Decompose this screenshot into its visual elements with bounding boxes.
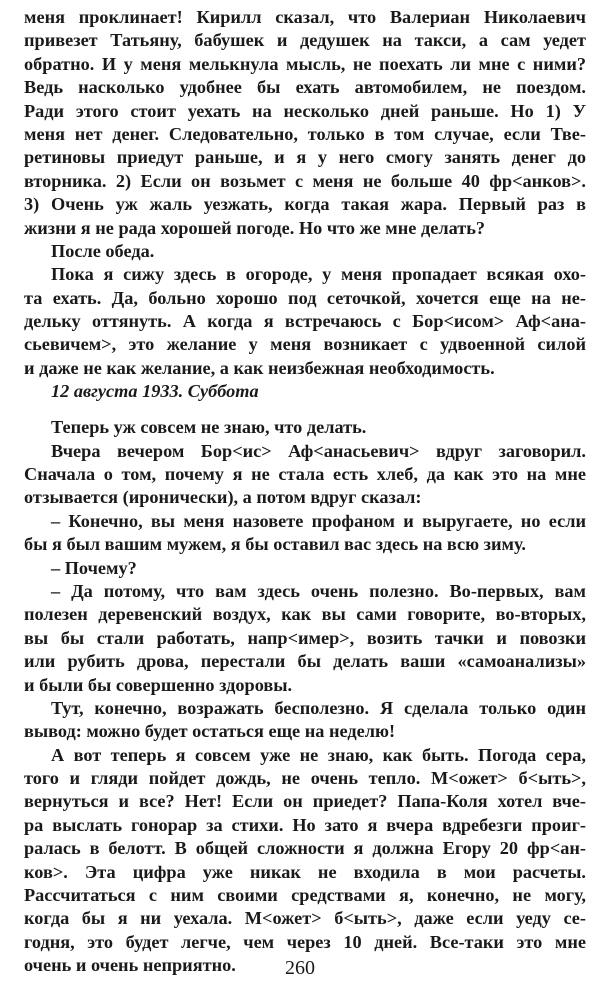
paragraph	[24, 416, 586, 439]
text-line: полезен деревенский воздух, как вы сами говорите, во-вторых,	[24, 604, 586, 625]
text-line: Теперь уж совсем не знаю, что делать.	[51, 417, 367, 438]
text-line: вернуться и все? Нет! Если он приедет? Папа-Коля хотел вче-	[24, 791, 586, 812]
text-line: Ради этого стоит уехать на несколько дней раньше. Но 1) У	[24, 100, 586, 121]
paragraph	[24, 510, 586, 557]
paragraph	[24, 240, 586, 263]
page-text	[24, 6, 586, 978]
text-line: сьевичем>, это желание у меня возникает с удвоенной силой	[24, 334, 586, 355]
text-line: – Да потому, что вам здесь очень полезно. Во-первых, вам	[51, 580, 586, 601]
paragraph	[24, 557, 586, 580]
text-line: Сначала о том, почему я не стала есть хлеб, да как это на мне	[24, 464, 586, 485]
text-line: Пока я сижу здесь в огороде, у меня пропадает всякая охо-	[51, 264, 586, 285]
text-line: дельку оттянуть. А когда я встречаюсь с Бор<исом> Аф<ана-	[24, 311, 586, 332]
text-line: очень и очень неприятно.	[24, 955, 236, 976]
text-line: обратно. И у меня мелькнула мысль, не поехать ли мне с ними?	[24, 53, 586, 74]
text-line: ралась в белотт. В общей сложности я должна Егору 20 фр<ан-	[24, 838, 586, 859]
text-line: 3) Очень уж жаль уезжать, когда такая жара. Первый раз в	[24, 194, 586, 215]
text-line: Вчера вечером Бор<ис> Аф<анасьевич> вдруг заговорил.	[51, 440, 586, 461]
text-line: меня нет денег. Следовательно, только в том случае, если Тве-	[24, 123, 586, 144]
text-line: После обеда.	[51, 240, 155, 261]
paragraph	[24, 580, 586, 697]
text-line: жизни я не рада хорошей погоде. Но что же мне делать?	[24, 217, 486, 238]
text-line: когда бы я ни уехала. М<ожет> б<ыть>, даже если уеду се-	[24, 908, 586, 929]
text-line: ретиновы приедут раньше, и я у него смогу занять денег до	[24, 147, 586, 168]
entry-date-heading	[24, 380, 586, 403]
text-line: Тут, конечно, возражать бесполезно. Я сделала только один	[51, 697, 586, 718]
text-line: и были бы совершенно здоровы.	[24, 674, 293, 695]
heading-text: 12 августа 1933. Суббота	[51, 381, 259, 402]
text-line: та ехать. Да, больно хорошо под сеточкой, хочется еще на не-	[24, 287, 586, 308]
text-line: А вот теперь я совсем уже не знаю, как быть. Погода сера,	[51, 744, 586, 765]
text-line: привезет Татьяну, бабушек и дедушек на такси, а сам уедет	[24, 30, 586, 51]
text-line: вторника. 2) Если он возьмет с меня не больше 40 фр<анков>.	[24, 170, 586, 191]
text-line: того и гляди пойдет дождь, не очень тепло. М<ожет> б<ыть>,	[24, 768, 586, 789]
text-line: Ведь насколько удобнее бы ехать автомобилем, не поездом.	[24, 77, 586, 98]
text-line: ков>. Эта цифра уже никак не входила в мои расчеты.	[24, 861, 586, 882]
paragraph	[24, 6, 586, 240]
text-line: и даже не как желание, а как неизбежная необходимость.	[24, 357, 495, 378]
text-line: отзывается (иронически), а потом вдруг сказал:	[24, 487, 422, 508]
text-line: меня проклинает! Кирилл сказал, что Валериан Николаевич	[24, 7, 586, 27]
text-line: бы я был вашим мужем, я бы оставил вас здесь на всю зиму.	[24, 534, 526, 555]
text-line: – Почему?	[51, 557, 137, 578]
paragraph	[24, 440, 586, 510]
text-line: – Конечно, вы меня назовете профаном и выругаете, но если	[51, 510, 586, 531]
paragraph	[24, 697, 586, 744]
text-line: или рубить дрова, перестали бы делать ваши «самоанализы»	[24, 651, 586, 672]
text-line: вывод: можно будет остаться еще на неделю!	[24, 721, 396, 742]
text-line: вы бы стали работать, напр<имер>, возить тачки и повозки	[24, 627, 586, 648]
text-line: ра выслать гонорар за стихи. Но зато я вчера вдребезги проиг-	[24, 814, 586, 835]
paragraph	[24, 744, 586, 978]
paragraph	[24, 263, 586, 380]
text-line: Рассчитаться с ним своими средствами я, конечно, не могу,	[24, 885, 586, 906]
text-line: годня, это будет легче, чем через 10 дней. Все-таки это мне	[24, 931, 586, 952]
page-number: 260	[285, 957, 315, 979]
